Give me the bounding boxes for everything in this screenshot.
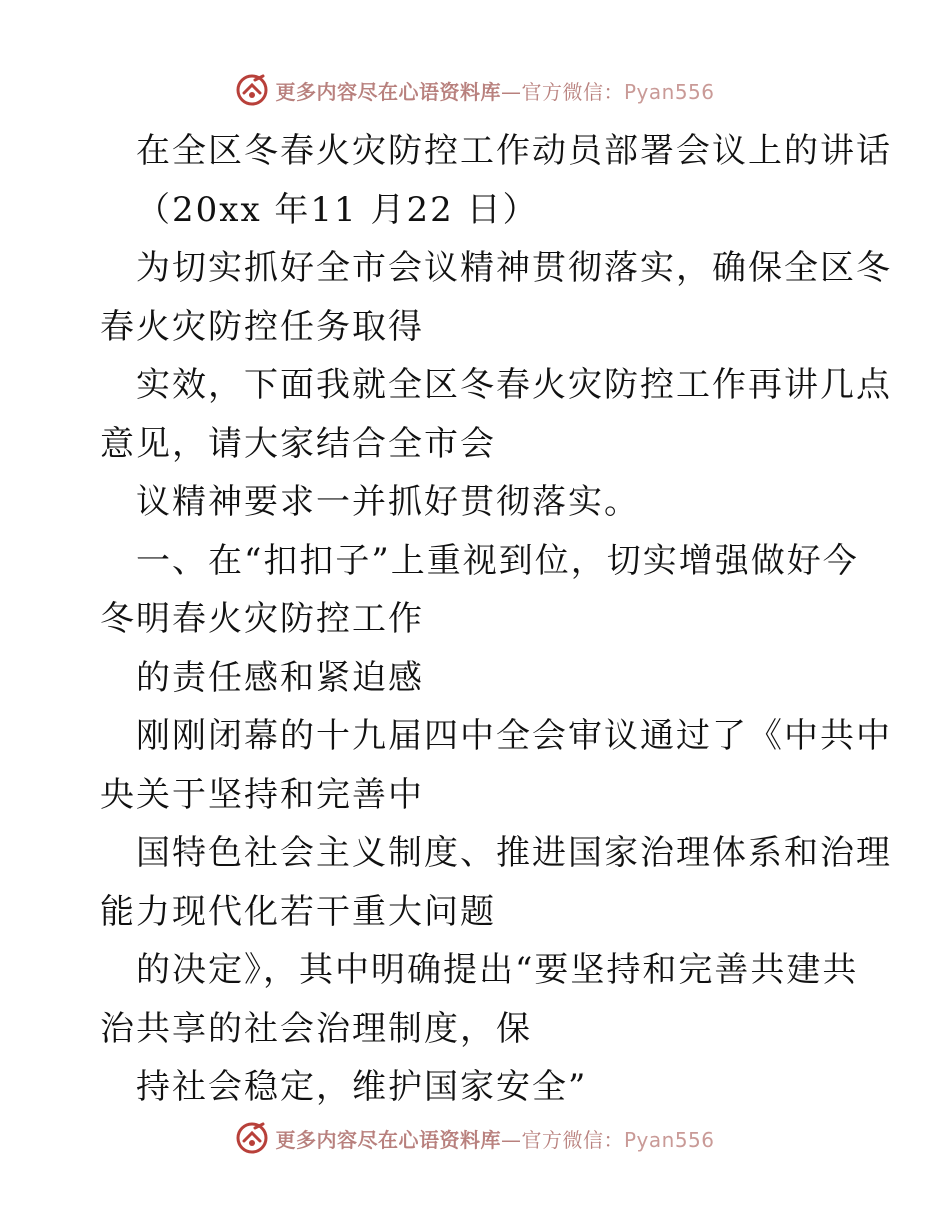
banner-dash: — [500, 1127, 522, 1152]
text-line: 一、在“扣扣子”上重视到位，切实增强做好今 [136, 540, 859, 581]
text-line: 的决定》，其中明确提出“要坚持和完善共建共 [136, 950, 859, 990]
text-line: 能力现代化若干重大问题 [100, 891, 496, 932]
banner-slogan: 更多内容尽在心语资料库 [275, 1127, 501, 1152]
text-line: 实效，下面我就全区冬春火灾防控工作再讲几点 [136, 365, 892, 405]
text-line: 为切实抓好全市会议精神贯彻落实，确保全区冬 [136, 248, 892, 288]
text-line: 刚刚闭幕的十九届四中全会审议通过了《中共中 [136, 716, 892, 756]
text-line: 意见，请大家结合全市会 [100, 423, 496, 464]
banner-wechat-handle: Pyan556 [623, 79, 715, 104]
banner-text [275, 1124, 714, 1153]
banner-wechat-label: 官方微信： [521, 79, 624, 104]
banner-slogan: 更多内容尽在心语资料库 [275, 79, 501, 104]
banner-dash: — [500, 79, 522, 104]
banner-wechat-label: 官方微信： [521, 1127, 624, 1152]
text-line: 议精神要求一并抓好贯彻落实。 [136, 482, 640, 522]
text-line: （20xx 年11 月22 日） [136, 189, 539, 230]
banner-text [275, 76, 714, 105]
text-line: 持社会稳定，维护国家安全” [136, 1067, 588, 1107]
text-line: 冬明春火灾防控工作 [100, 599, 424, 639]
banner-wechat-handle: Pyan556 [623, 1127, 715, 1152]
header-banner [0, 70, 950, 110]
document-body [100, 122, 892, 1117]
text-line: 国特色社会主义制度、推进国家治理体系和治理 [136, 833, 892, 873]
text-line: 春火灾防控任务取得 [100, 306, 424, 347]
book-pen-logo-icon [235, 1121, 269, 1155]
text-line: 央关于坚持和完善中 [100, 774, 424, 815]
text-line: 的责任感和紧迫感 [136, 657, 424, 698]
book-pen-logo-icon [235, 73, 269, 107]
text-line: 治共享的社会治理制度，保 [100, 1008, 532, 1049]
text-line: 在全区冬春火灾防控工作动员部署会议上的讲话 [136, 131, 892, 171]
footer-banner [0, 1118, 950, 1158]
